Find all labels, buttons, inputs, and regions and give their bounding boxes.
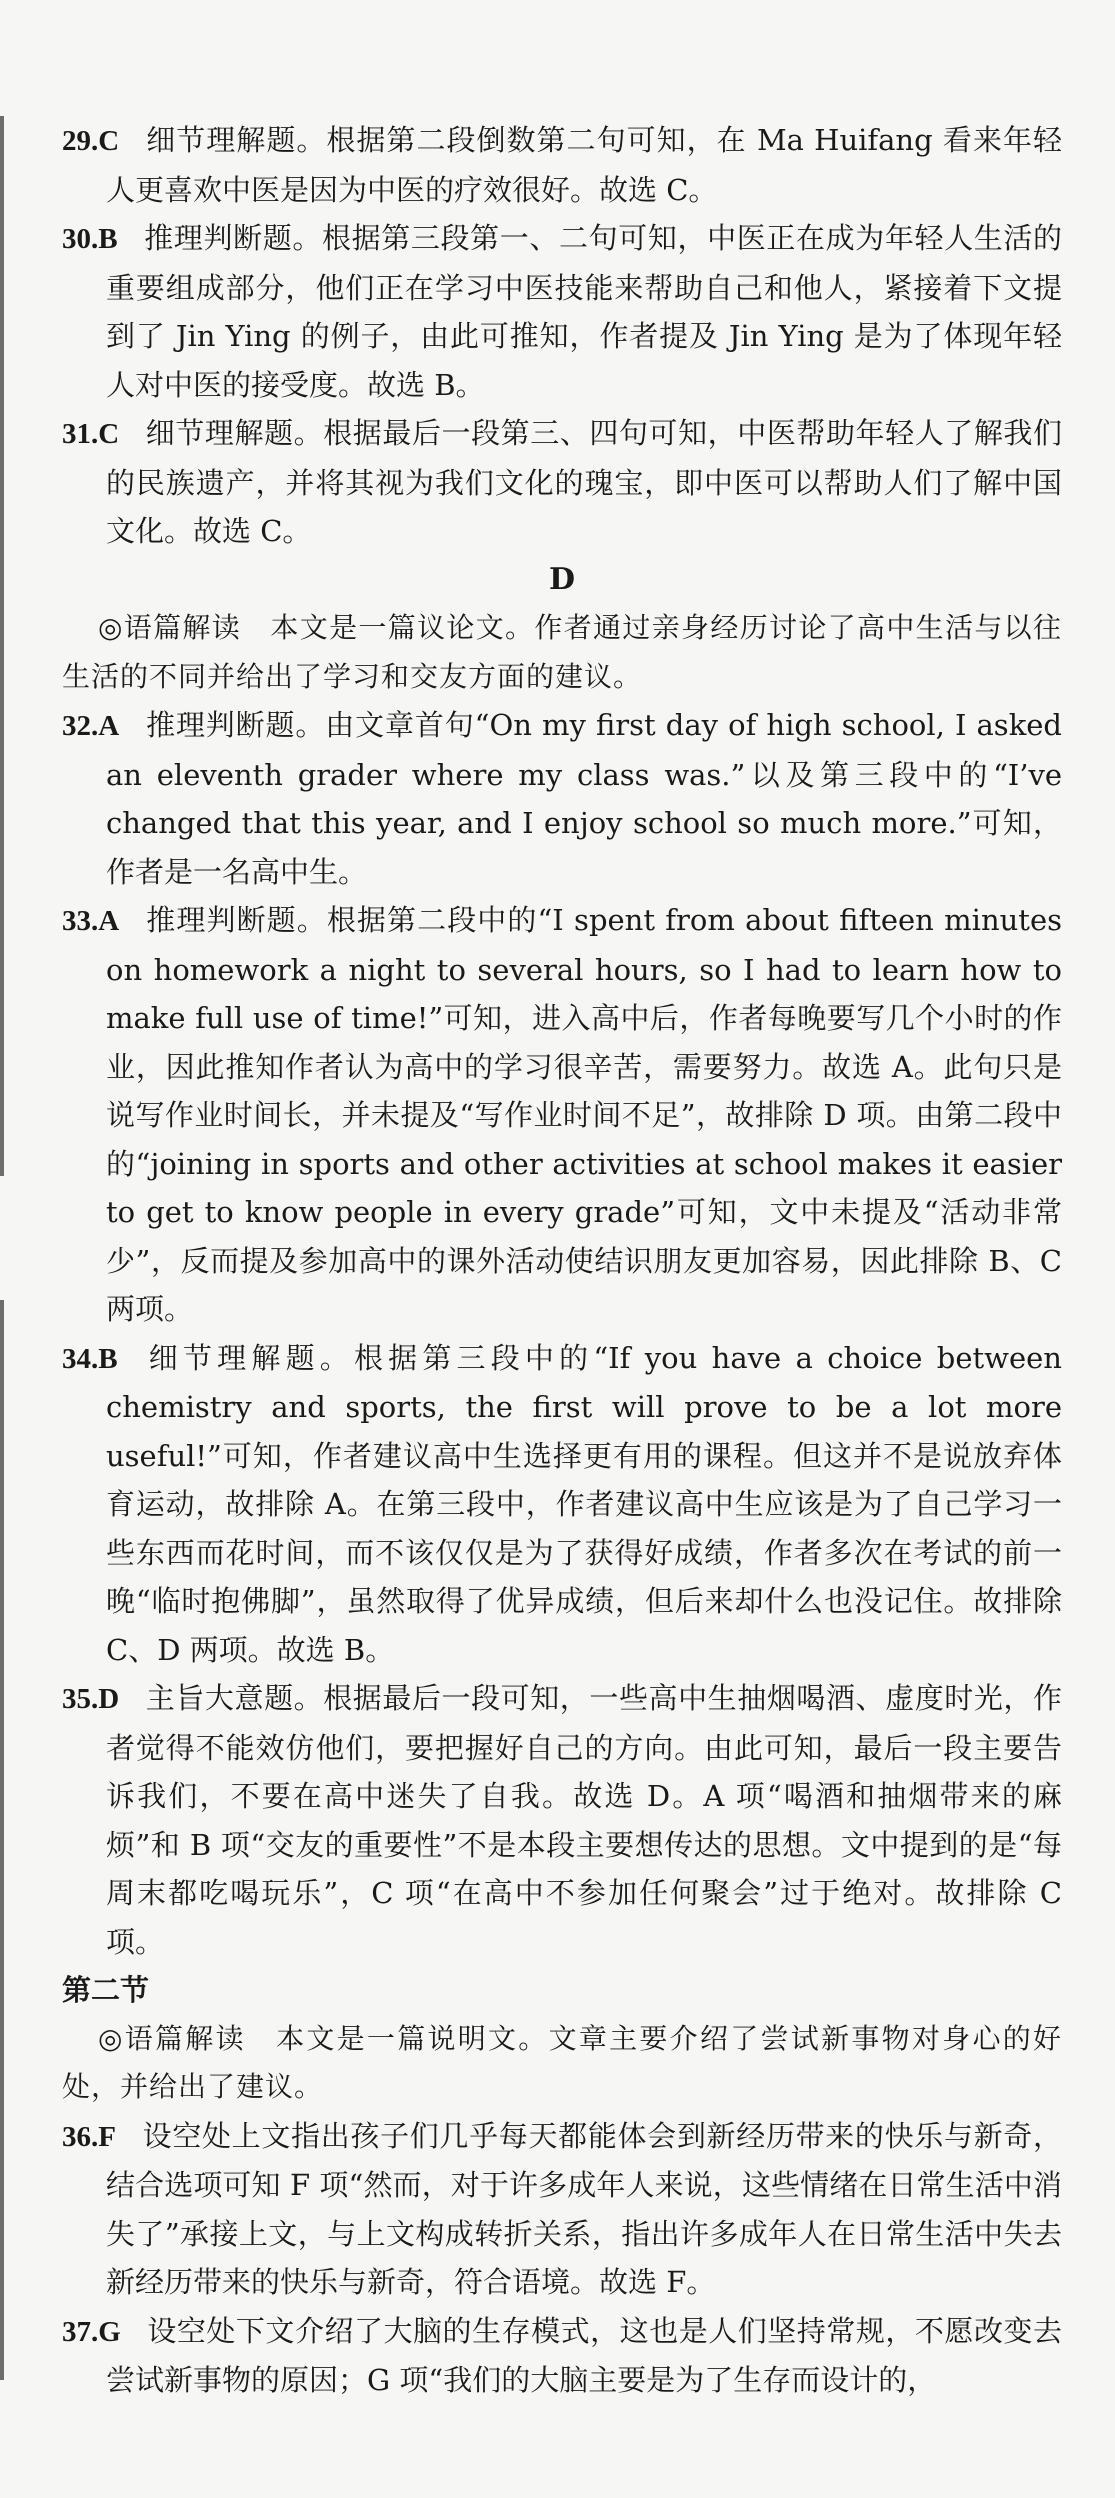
- answer-number: 33.A: [62, 905, 120, 937]
- answer-number: 37.G: [62, 2315, 121, 2348]
- answer-text: 设空处下文介绍了大脑的生存模式，这也是人们坚持常规，不愿改变去尝试新事物的原因；G 项“我们的大脑主要是为了生存而设计的，: [106, 2313, 1062, 2397]
- answer-item-34: [62, 1334, 1062, 1675]
- answer-explanations-page: [62, 116, 1062, 2405]
- answer-number: 30.B: [62, 223, 118, 255]
- section-2-heading: 第二节: [62, 1973, 150, 2007]
- section-d-reading-note: ◎语篇解读 本文是一篇议论文。作者通过亲身经历讨论了高中生活与以往生活的不同并给出了学习和交友方面的建议。: [62, 611, 1062, 693]
- answer-number: 36.F: [62, 2120, 116, 2153]
- left-margin-rule-bottom: [0, 1300, 4, 2380]
- answer-text: 设空处上文指出孩子们几乎每天都能体会到新经历带来的快乐与新奇，结合选项可知 F 项“然而，对于许多成年人来说，这些情绪在日常生活中消失了”承接上文，与上文构成转折关系，指出许多成年人在日常生活中失去新经历带来的快乐与新奇，符合语境。故选 F。: [106, 2118, 1062, 2299]
- answer-number: 31.C: [62, 418, 120, 450]
- answer-number: 29.C: [62, 125, 120, 157]
- answer-item-29: [62, 116, 1062, 214]
- section-d-heading: D: [548, 561, 575, 597]
- answer-item-36: [62, 2112, 1062, 2307]
- answer-text: 细节理解题。根据最后一段第三、四句可知，中医帮助年轻人了解我们的民族遗产，并将其视为我们文化的瑰宝，即中医可以帮助人们了解中国文化。故选 C。: [106, 416, 1062, 548]
- answer-number: 34.B: [62, 1342, 118, 1375]
- answer-text: 主旨大意题。根据最后一段可知，一些高中生抽烟喝酒、虚度时光，作者觉得不能效仿他们，要把握好自己的方向。由此可知，最后一段主要告诉我们，不要在高中迷失了自我。故选 D。A 项“喝酒和抽烟带来的麻烦”和 B 项“交友的重要性”不是本段主要想传达的思想。文中提到的是“每周末都吃喝玩乐”，C 项“在高中不参加任何聚会”过于绝对。故排除 C 项。: [106, 1681, 1062, 1959]
- answer-text: 细节理解题。根据第三段中的“If you have a choice between chemistry and sports, the first will prove to be a lot more useful!”可知，作者建议高中生选择更有用的课程。但这并不是说放弃体育运动，故排除 A。在第三段中，作者建议高中生应该是为了自己学习一些东西而花时间，而不该仅仅是为了获得好成绩，作者多次在考试的前一晚“临时抱佛脚”，虽然取得了优异成绩，但后来却什么也没记住。故排除 C、D 两项。故选 B。: [106, 1340, 1062, 1667]
- left-margin-rule-top: [0, 116, 4, 1176]
- answer-number: 35.D: [62, 1683, 120, 1715]
- answer-item-33: [62, 896, 1062, 1334]
- answer-item-35: [62, 1674, 1062, 1966]
- answer-item-31: [62, 409, 1062, 556]
- answer-text: 推理判断题。由文章首句“On my first day of high school, I asked an eleventh grader where my class was.”以及第三段中的“I’ve changed that this year, and I enjoy school so much more.”可知，作者是一名高中生。: [106, 708, 1062, 889]
- answer-text: 推理判断题。根据第二段中的“I spent from about fifteen minutes on homework a night to several hours, so I had to learn how to make full use of time!”可知，进入高中后，作者每晚要写几个小时的作业，因此推知作者认为高中的学习很辛苦，需要努力。故选 A。此句只是说写作业时间长，并未提及“写作业时间不足”，故排除 D 项。由第二段中的“joining in sports and other activities at school makes it easier to get to know people in every grade”可知，文中未提及“活动非常少”，反而提及参加高中的课外活动使结识朋友更加容易，因此排除 B、C 两项。: [106, 903, 1062, 1326]
- answer-item-30: [62, 214, 1062, 409]
- answer-number: 32.A: [62, 710, 120, 742]
- answer-item-32: [62, 701, 1062, 896]
- answer-text: 推理判断题。根据第三段第一、二句可知，中医正在成为年轻人生活的重要组成部分，他们正在学习中医技能来帮助自己和他人，紧接着下文提到了 Jin Ying 的例子，由此可推知，作者提及 Jin Ying 是为了体现年轻人对中医的接受度。故选 B。: [106, 221, 1062, 402]
- answer-item-37: [62, 2307, 1062, 2405]
- section-2-reading-note: ◎语篇解读 本文是一篇说明文。文章主要介绍了尝试新事物对身心的好处，并给出了建议。: [62, 2021, 1062, 2103]
- answer-text: 细节理解题。根据第二段倒数第二句可知，在 Ma Huifang 看来年轻人更喜欢中医是因为中医的疗效很好。故选 C。: [106, 123, 1062, 207]
